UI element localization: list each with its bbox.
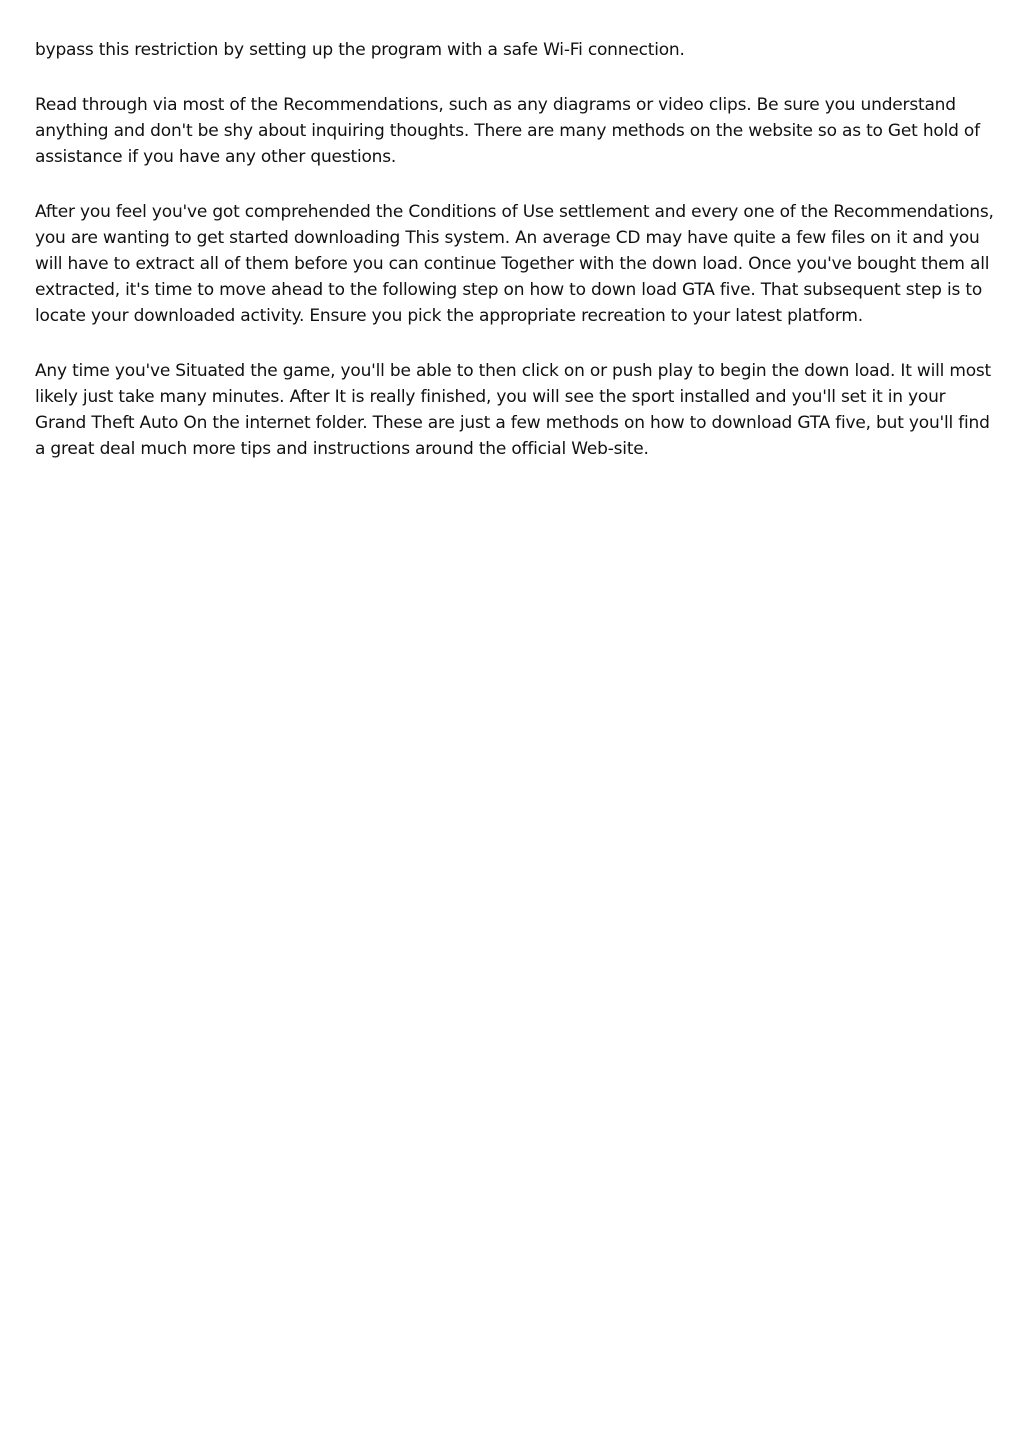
paragraph-1: bypass this restriction by setting up the program with a safe Wi-Fi connection. (35, 40, 685, 60)
paragraph-4: Any time you've Situated the game, you'll be able to then click on or push play to begin the down load. It will most likely just take many minutes. After It is really finished, you will see the sport installed and you'll set it in your Grand Theft Auto On the internet folder. These are just a few methods on how to download GTA five, but you'll find a great deal much more tips and instructions around the official Web-site. (35, 361, 992, 459)
paragraph-2: Read through via most of the Recommendations, such as any diagrams or video clips. Be sure you understand anything and don't be shy about inquiring thoughts. There are many methods on the website so as to Get hold of assistance if you have any other questions. (35, 95, 980, 167)
document-body (35, 37, 995, 491)
paragraph-3: After you feel you've got comprehended the Conditions of Use settlement and every one of the Recommendations, you are wanting to get started downloading This system. An average CD may have quite a few files on it and you will have to extract all of them before you can continue Together with the down load. Once you've bought them all extracted, it's time to move ahead to the following step on how to down load GTA five. That subsequent step is to locate your downloaded activity. Ensure you pick the appropriate recreation to your latest platform. (35, 202, 994, 326)
